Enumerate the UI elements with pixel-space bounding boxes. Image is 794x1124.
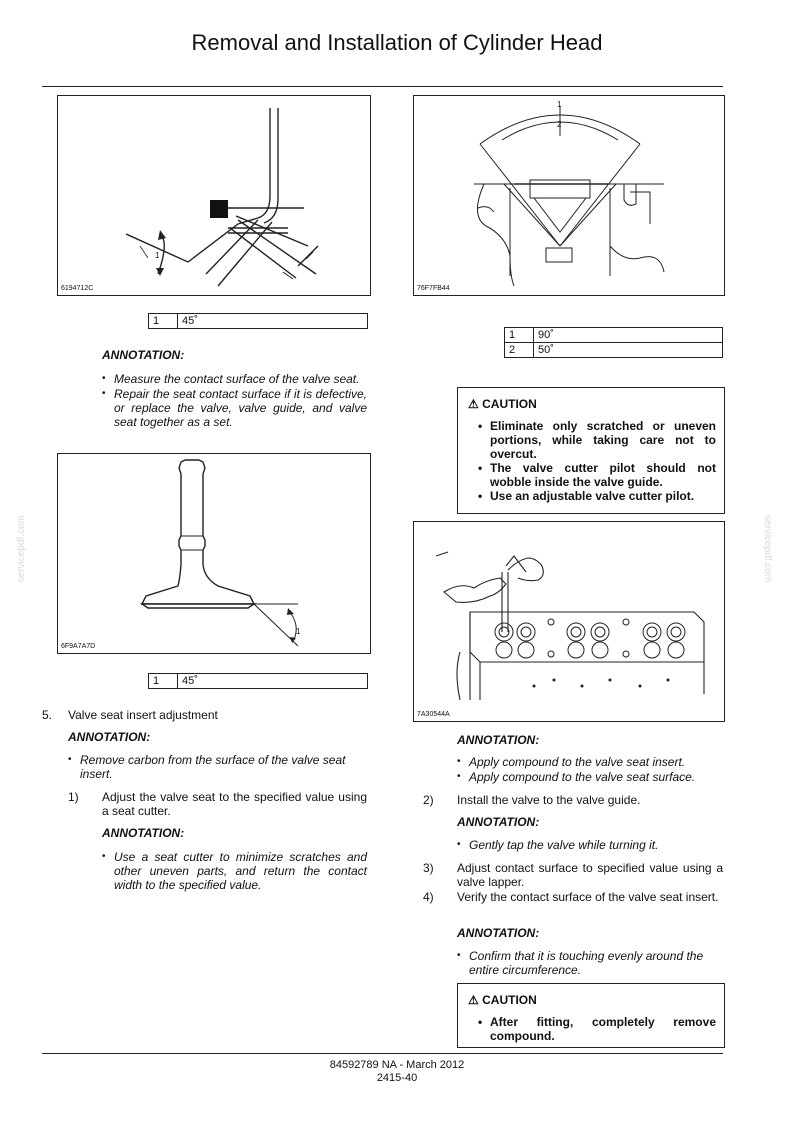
- caution-label: CAUTION: [482, 993, 537, 1007]
- list-item: • Eliminate only scratched or uneven portions, while taking care not to overcut.: [478, 419, 716, 461]
- annotation-list: [457, 755, 723, 785]
- list-item: • Use an adjustable valve cutter pilot.: [478, 489, 716, 503]
- header-rule: [42, 86, 723, 87]
- annotation-heading: ANNOTATION:: [457, 926, 540, 940]
- figure-valve-seat-contact: [57, 95, 371, 296]
- valve-seat-contact-illustration: [58, 96, 370, 295]
- substep-number: 2): [423, 793, 434, 807]
- figure-valve-lapping: [413, 521, 725, 722]
- list-item: • Confirm that it is touching evenly around the entire circumference.: [457, 949, 723, 977]
- list-item: • The valve cutter pilot should not wobble inside the valve guide.: [478, 461, 716, 489]
- figure-id: 6F9A7A7D: [61, 643, 96, 650]
- step-text: Valve seat insert adjustment: [68, 708, 218, 722]
- valve-lapping-illustration: [414, 522, 724, 721]
- caution-label: CAUTION: [482, 397, 537, 411]
- figure-callout-2: 2: [557, 120, 562, 129]
- valve-seat-angles-illustration: [414, 96, 724, 295]
- legend-table-1: [148, 313, 368, 329]
- legend-key: 1: [505, 328, 534, 343]
- legend-key: 1: [149, 674, 178, 689]
- annotation-heading: ANNOTATION:: [102, 826, 185, 840]
- substep-text: Adjust contact surface to specified value using a valve lapper.: [457, 861, 723, 889]
- figure-callout-1: 1: [155, 251, 160, 260]
- figure-callout-1: 1: [296, 627, 301, 636]
- legend-row: [149, 674, 368, 689]
- list-item: • Apply compound to the valve seat surface.: [457, 770, 723, 784]
- list-item: • Measure the contact surface of the valve seat.: [102, 372, 367, 386]
- substep-text: Install the valve to the valve guide.: [457, 793, 641, 807]
- valve-illustration: [58, 454, 370, 653]
- legend-table-3: [148, 673, 368, 689]
- list-item: • After fitting, completely remove compound.: [478, 1015, 716, 1043]
- substep-text: Verify the contact surface of the valve seat insert.: [457, 890, 719, 904]
- substep-number: 1): [68, 790, 79, 804]
- figure-id: 7A30544A: [417, 711, 450, 718]
- substep-number: 4): [423, 890, 434, 904]
- legend-value: 45˚: [178, 314, 368, 329]
- figure-id: 6194712C: [61, 285, 94, 292]
- substep-number: 3): [423, 861, 434, 875]
- annotation-list: [457, 838, 723, 853]
- annotation-list: [457, 949, 723, 978]
- caution-list: [478, 1015, 716, 1043]
- caution-title: [468, 993, 724, 1007]
- legend-value: 50˚: [534, 343, 723, 358]
- annotation-heading: ANNOTATION:: [457, 815, 540, 829]
- figure-valve-seat-angles: [413, 95, 725, 296]
- caution-title: [468, 397, 724, 411]
- annotation-heading: ANNOTATION:: [457, 733, 540, 747]
- step-number: 5.: [42, 708, 53, 722]
- annotation-heading: ANNOTATION:: [68, 730, 151, 744]
- legend-key: 1: [149, 314, 178, 329]
- list-item: • Remove carbon from the surface of the valve seat insert.: [68, 753, 368, 781]
- footer-page: 2415-40: [376, 1072, 418, 1084]
- warning-icon: ⚠: [468, 397, 479, 411]
- legend-value: 45˚: [178, 674, 368, 689]
- legend-value: 90˚: [534, 328, 723, 343]
- watermark-right: servicepdf.com: [762, 515, 773, 583]
- annotation-list: [102, 850, 367, 893]
- legend-table-2: [504, 327, 723, 358]
- list-item: • Apply compound to the valve seat insert.: [457, 755, 723, 769]
- annotation-heading: ANNOTATION:: [102, 348, 185, 362]
- caution-box: [457, 983, 725, 1048]
- caution-list: [478, 419, 716, 503]
- footer-rule: [42, 1053, 723, 1054]
- legend-row: [505, 343, 723, 358]
- list-item: • Use a seat cutter to minimize scratches and other uneven parts, and return the contact width to the specified value.: [102, 850, 367, 892]
- page-title: Removal and Installation of Cylinder Head: [191, 30, 603, 55]
- figure-id: 76F7FB44: [417, 285, 450, 292]
- footer-doc: 84592789 NA - March 2012: [329, 1059, 465, 1071]
- figure-valve: [57, 453, 371, 654]
- list-item: • Repair the seat contact surface if it is defective, or replace the valve, valve guide, and valve seat together as a set.: [102, 387, 367, 429]
- legend-row: [505, 328, 723, 343]
- annotation-list: [68, 753, 368, 782]
- annotation-list: [102, 372, 367, 430]
- warning-icon: ⚠: [468, 993, 479, 1007]
- legend-row: [149, 314, 368, 329]
- watermark-left: servicepdf.com: [16, 515, 27, 583]
- list-item: • Gently tap the valve while turning it.: [457, 838, 723, 852]
- caution-box: [457, 387, 725, 514]
- legend-key: 2: [505, 343, 534, 358]
- substep-text: Adjust the valve seat to the specified value using a seat cutter.: [102, 790, 367, 818]
- figure-callout-1: 1: [557, 100, 562, 109]
